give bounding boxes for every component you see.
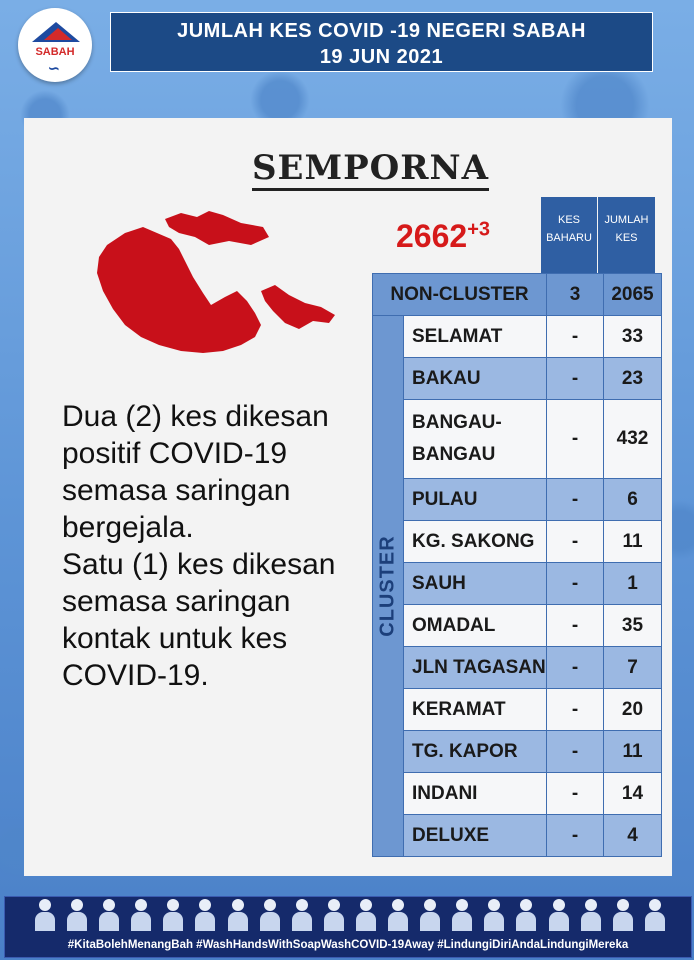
cluster-name: DELUXE	[404, 815, 547, 857]
cluster-total: 432	[604, 400, 662, 479]
cluster-total: 4	[604, 815, 662, 857]
cluster-row	[373, 521, 662, 563]
cluster-row	[373, 400, 662, 479]
cluster-new: -	[547, 563, 604, 605]
cluster-name: SAUH	[404, 563, 547, 605]
footer-hashtags: #KitaBolehMenangBah #WashHandsWithSoapWashCOVID-19Away #LindungiDiriAndaLindungiMereka	[67, 939, 629, 951]
cluster-total: 7	[604, 647, 662, 689]
column-header-new: KES BAHARU	[541, 197, 597, 273]
cluster-name: KG. SAKONG	[404, 521, 547, 563]
description-para-1: Dua (2) kes dikesan positif COVID-19 semasa saringan bergejala.	[62, 400, 329, 544]
cluster-total: 35	[604, 605, 662, 647]
cluster-name: SELAMAT	[404, 316, 547, 358]
cluster-name: BANGAU-BANGAU	[404, 400, 547, 479]
cluster-new: -	[547, 815, 604, 857]
total-new: +3	[467, 218, 490, 241]
cluster-new: -	[547, 731, 604, 773]
cluster-new: -	[547, 521, 604, 563]
cluster-new: -	[547, 773, 604, 815]
cases-table	[372, 273, 662, 857]
cluster-total: 20	[604, 689, 662, 731]
cluster-total: 11	[604, 521, 662, 563]
non-cluster-new: 3	[547, 274, 604, 316]
cluster-row	[373, 563, 662, 605]
total-value: 2662	[396, 218, 468, 254]
cluster-new: -	[547, 689, 604, 731]
cluster-row	[373, 605, 662, 647]
cluster-name: KERAMAT	[404, 689, 547, 731]
column-header-total: JUMLAH KES	[598, 197, 655, 273]
cluster-name: INDANI	[404, 773, 547, 815]
cluster-row	[373, 689, 662, 731]
cluster-label-text: CLUSTER	[376, 535, 399, 637]
non-cluster-row	[373, 274, 662, 316]
cluster-total: 1	[604, 563, 662, 605]
cluster-side-label	[373, 316, 404, 857]
cluster-total: 33	[604, 316, 662, 358]
cluster-new: -	[547, 358, 604, 400]
cluster-new: -	[547, 647, 604, 689]
cluster-total: 11	[604, 731, 662, 773]
cluster-total: 6	[604, 479, 662, 521]
footer-banner	[4, 896, 692, 958]
cluster-row	[373, 647, 662, 689]
semporna-map-icon	[85, 205, 340, 355]
cluster-name: JLN TAGASAN	[404, 647, 547, 689]
cluster-total: 23	[604, 358, 662, 400]
cluster-name: PULAU	[404, 479, 547, 521]
figures-row	[35, 899, 665, 933]
cluster-row	[373, 731, 662, 773]
cluster-row	[373, 815, 662, 857]
cluster-row	[373, 358, 662, 400]
cluster-row	[373, 316, 662, 358]
description-para-2: Satu (1) kes dikesan semasa saringan kontak untuk kes COVID-19.	[62, 548, 336, 692]
non-cluster-label: NON-CLUSTER	[373, 274, 547, 316]
cluster-row	[373, 479, 662, 521]
description-text	[62, 398, 362, 694]
cluster-row	[373, 773, 662, 815]
cluster-new: -	[547, 316, 604, 358]
logo-text: SABAH	[35, 46, 75, 58]
page-header	[110, 12, 653, 72]
non-cluster-total: 2065	[604, 274, 662, 316]
district-title: SEMPORNA	[252, 150, 489, 191]
cluster-name: OMADAL	[404, 605, 547, 647]
header-title: JUMLAH KES COVID -19 NEGERI SABAH	[177, 20, 586, 42]
cluster-new: -	[547, 479, 604, 521]
cluster-new: -	[547, 400, 604, 479]
sabah-logo: SABAH ∽	[18, 8, 92, 82]
total-cases	[396, 218, 490, 255]
cluster-total: 14	[604, 773, 662, 815]
cluster-new: -	[547, 605, 604, 647]
cluster-name: BAKAU	[404, 358, 547, 400]
cluster-name: TG. KAPOR	[404, 731, 547, 773]
header-date: 19 JUN 2021	[319, 46, 444, 68]
